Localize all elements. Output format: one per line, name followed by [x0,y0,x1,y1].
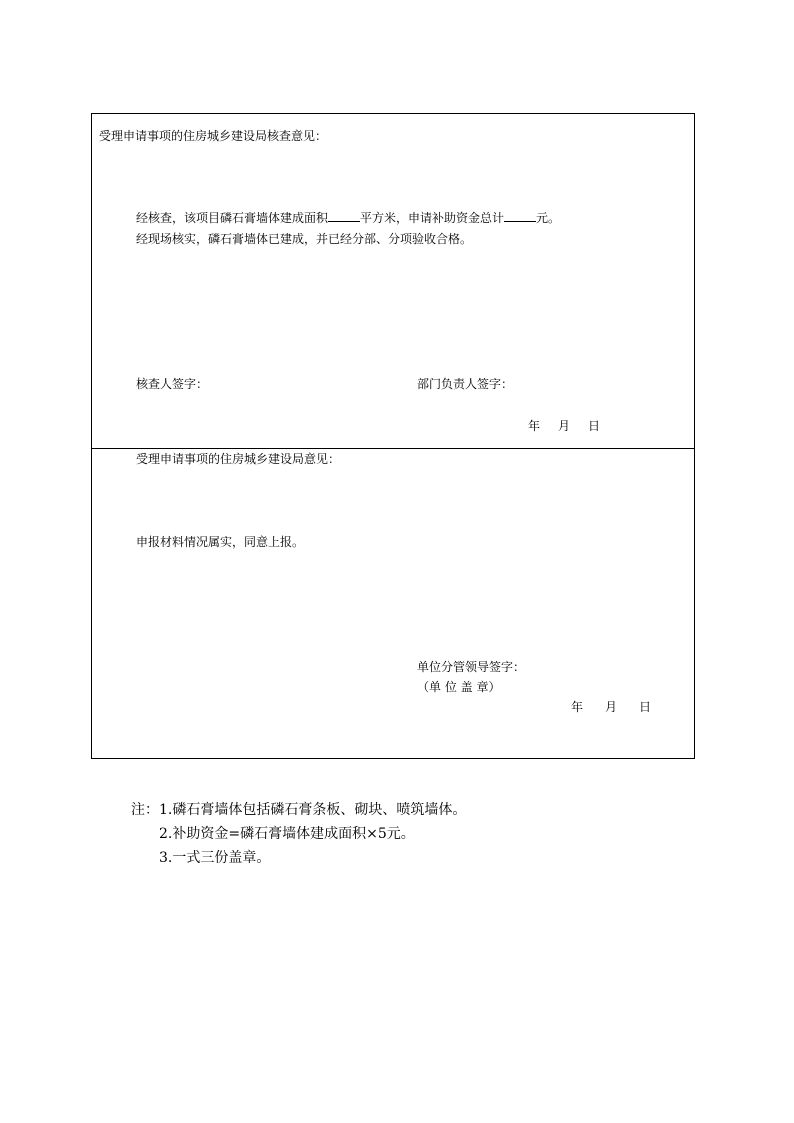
date-month-label: 月 [605,700,618,714]
date-month-label: 月 [558,419,571,433]
area-statement-part2: 平方米，申请补助资金总计 [360,211,505,225]
note-item: 3.一式三份盖章。 [159,850,271,866]
date-day-label: 日 [588,419,601,433]
date-day-label: 日 [639,700,652,714]
leader-signature-label: 单位分管领导签字： [417,660,526,674]
section1-site-verification: 经现场核实，磷石膏墙体已建成，并已经分部、分项验收合格。 [136,232,473,246]
amount-blank-field[interactable] [504,210,536,222]
section1-date-line [528,418,600,434]
note-item: 1.磷石膏墙体包括磷石膏条板、砌块、喷筑墙体。 [159,802,467,818]
section-divider [92,448,694,449]
review-form-table [91,113,695,759]
notes-line-1 [131,798,466,822]
section2-date-line [571,699,651,715]
date-year-label: 年 [571,700,584,714]
note-item: 2.补助资金=磷石膏墙体建成面积×5元。 [159,826,415,842]
section1-heading: 受理申请事项的住房城乡建设局核查意见： [99,129,328,143]
area-statement-part1: 经核查，该项目磷石膏墙体建成面积 [136,211,329,225]
unit-seal-label: （单 位 盖 章） [417,680,501,694]
section2-opinion: 申报材料情况属实，同意上报。 [136,535,305,549]
inspector-signature-label: 核查人签字： [136,377,209,391]
area-blank-field[interactable] [328,210,360,222]
area-statement-part3: 元。 [536,211,561,225]
notes-prefix: 注： [131,802,159,818]
section2-heading: 受理申请事项的住房城乡建设局意见： [136,452,341,466]
date-year-label: 年 [528,419,541,433]
dept-head-signature-label: 部门负责人签字： [417,377,514,391]
section1-area-statement [136,210,560,226]
